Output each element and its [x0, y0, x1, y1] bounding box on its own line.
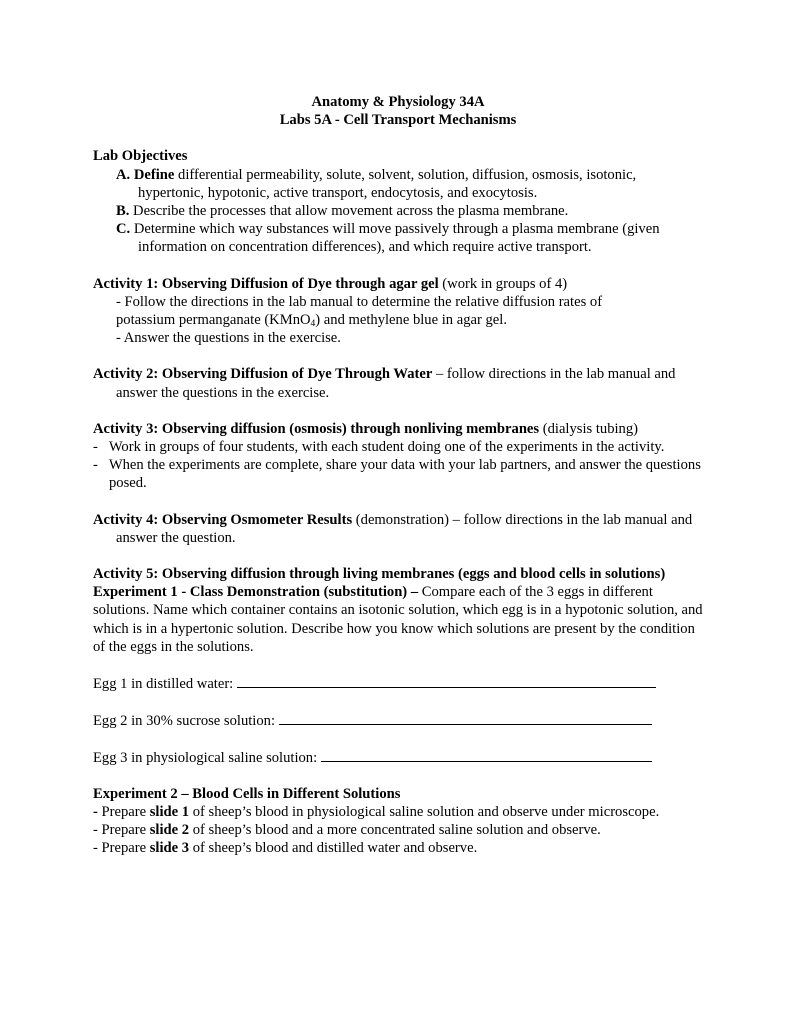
- activity1-note: (work in groups of 4): [438, 275, 568, 292]
- objective-b-label: B.: [116, 203, 130, 220]
- slide3-post: of sheep’s blood and distilled water and observe.: [189, 840, 478, 857]
- kmno4-subscript: 4: [310, 319, 316, 330]
- objective-c-label: C.: [116, 221, 131, 238]
- objective-c-text: Determine which way substances will move passively through a plasma membrane (given information on concentration differences), and which require active transport.: [130, 221, 660, 256]
- slide1-label: slide 1: [149, 803, 190, 820]
- activity1-heading: Activity 1: Observing Diffusion of Dye through agar gel: [93, 275, 439, 292]
- slide3-label: slide 3: [149, 840, 190, 857]
- activity1-line2: [93, 311, 703, 329]
- slide1-dash: -: [93, 803, 98, 820]
- course-title: Anatomy & Physiology 34A: [311, 94, 485, 110]
- slide1-post: of sheep’s blood in physiological saline solution and observe under microscope.: [189, 803, 660, 820]
- egg3-label: Egg 3 in physiological saline solution:: [93, 750, 321, 767]
- experiment1-heading: Experiment 1 - Class Demonstration (substitution) –: [93, 584, 419, 601]
- activity1-heading-line: [93, 275, 703, 293]
- objective-a-label: A. Define: [116, 166, 175, 183]
- activity4-heading: Activity 4: Observing Osmometer Results: [93, 511, 353, 528]
- slide1-pre: Prepare: [97, 803, 150, 820]
- egg1-answer-line[interactable]: [237, 673, 656, 688]
- activity3-heading-line: [93, 420, 703, 438]
- slide3-line: [93, 839, 703, 857]
- objective-b: [93, 202, 703, 220]
- objective-a-text: differential permeability, solute, solvent, solution, diffusion, osmosis, isotonic, hypertonic, hypotonic, active transport, endocytosis, and exocytosis.: [138, 166, 637, 201]
- activity1-line2b: ) and methylene blue in agar gel.: [315, 312, 507, 329]
- objective-c: [93, 220, 703, 256]
- experiment1-text: Compare each of the 3 eggs in different solutions. Name which container contains an isotonic solution, which egg is in a hypotonic solution, and which is in a hypertonic solution. Describe how you know which solutions are present by the condition of the eggs in the solutions.: [93, 584, 703, 655]
- activity4: [93, 511, 703, 547]
- slide2-label: slide 2: [149, 822, 190, 839]
- egg3-row: [93, 747, 703, 767]
- activity1-line2a: potassium permanganate (KMnO: [116, 312, 311, 329]
- activity5-heading: Activity 5: Observing diffusion through living membranes (eggs and blood cells in solutions): [93, 566, 666, 583]
- activity3-note: (dialysis tubing): [539, 420, 639, 437]
- document-page: [93, 93, 703, 858]
- slide1-line: [93, 803, 703, 821]
- lab-title: Labs 5A - Cell Transport Mechanisms: [279, 112, 517, 129]
- activity3-bullet2: - When the experiments are complete, share your data with your lab partners, and answer the questions posed.: [93, 457, 701, 492]
- objectives-heading: Lab Objectives: [93, 148, 188, 165]
- egg2-row: [93, 710, 703, 730]
- activity2-heading: Activity 2: Observing Diffusion of Dye Through Water: [93, 366, 433, 383]
- egg1-row: [93, 673, 703, 693]
- activity1-line1: - Follow the directions in the lab manual to determine the relative diffusion rates of: [116, 293, 603, 310]
- activity3-bullet2-text: When the experiments are complete, share your data with your lab partners, and answer the questions posed.: [108, 457, 701, 492]
- egg2-label: Egg 2 in 30% sucrose solution:: [93, 713, 279, 730]
- egg1-label: Egg 1 in distilled water:: [93, 676, 237, 693]
- slide2-line: [93, 821, 703, 839]
- activity3-bullet1-text: Work in groups of four students, with each student doing one of the experiments in the activity.: [108, 439, 665, 456]
- activity1-line3: - Answer the questions in the exercise.: [116, 330, 341, 347]
- egg2-answer-line[interactable]: [279, 710, 652, 725]
- activity4-text: (demonstration) – follow directions in the lab manual and answer the question.: [116, 511, 693, 546]
- activity2: [93, 365, 703, 401]
- objective-b-text: Describe the processes that allow movement across the plasma membrane.: [129, 203, 569, 220]
- activity2-text: – follow directions in the lab manual and answer the questions in the exercise.: [116, 366, 676, 401]
- activity3-heading: Activity 3: Observing diffusion (osmosis) through nonliving membranes: [93, 420, 540, 437]
- slide3-pre: - Prepare: [93, 840, 150, 857]
- activity3-bullet1: - Work in groups of four students, with each student doing one of the experiments in the activity.: [93, 439, 665, 456]
- slide2-pre: - Prepare: [93, 822, 150, 839]
- experiment1: [93, 583, 703, 656]
- egg3-answer-line[interactable]: [321, 747, 652, 762]
- experiment2-heading: Experiment 2 – Blood Cells in Different Solutions: [93, 785, 401, 802]
- objective-a: [93, 166, 703, 202]
- slide2-post: of sheep’s blood and a more concentrated saline solution and observe.: [189, 822, 601, 839]
